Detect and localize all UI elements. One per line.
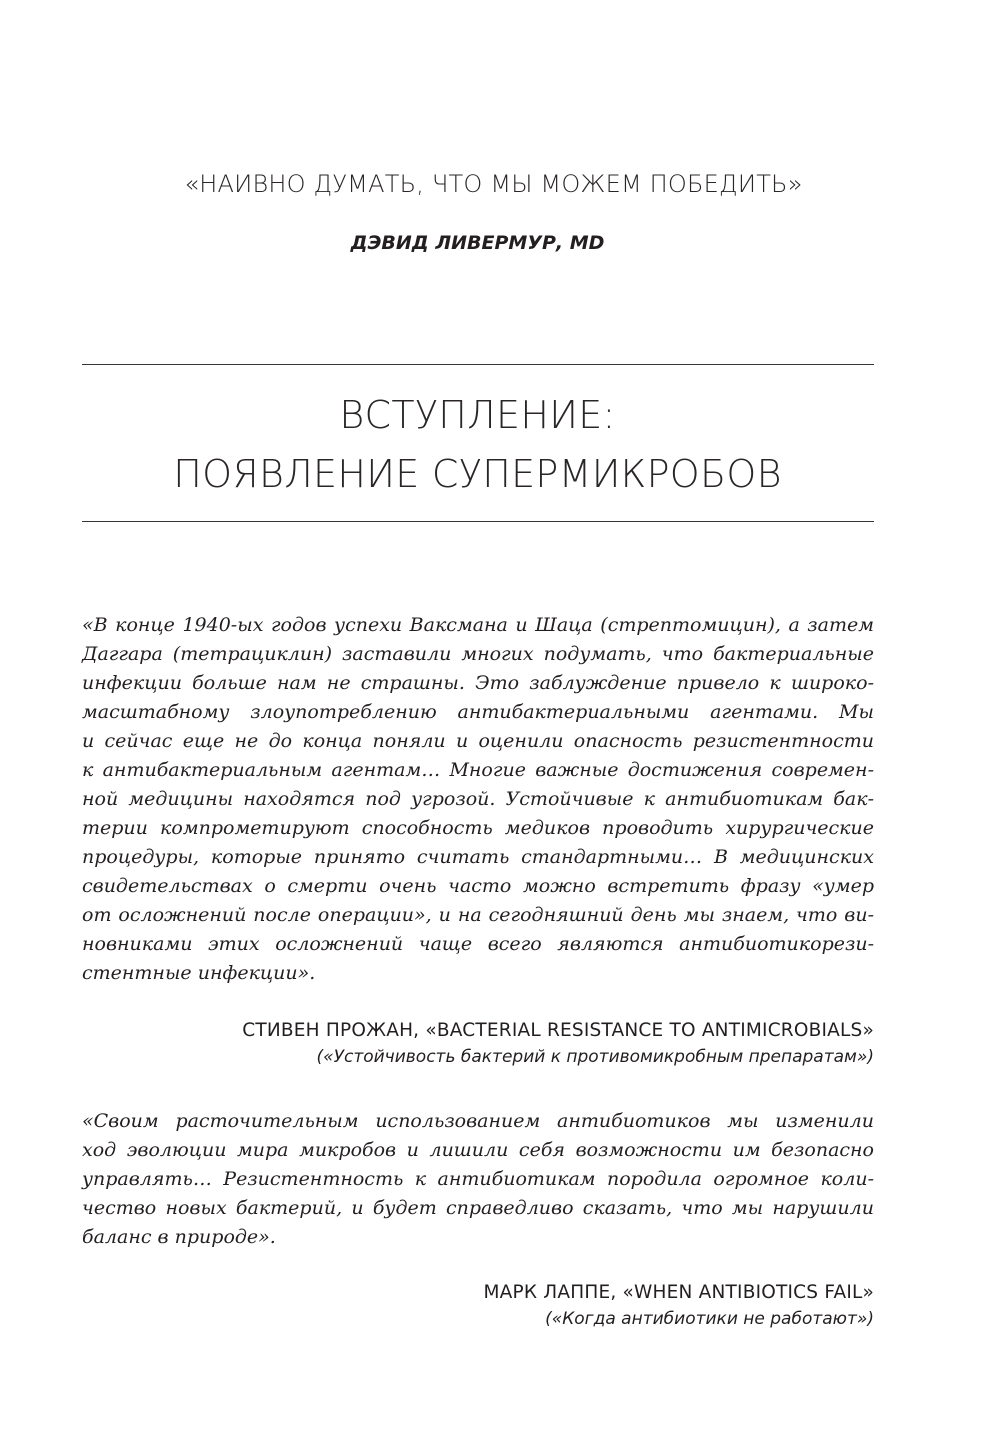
- quote-line: стентные инфекции».: [82, 962, 316, 984]
- quote-line: чество новых бактерий, и будет справедливо сказать, что мы нарушили: [82, 1197, 874, 1219]
- quote-line: «Своим расточительным использованием антибиотиков мы изменили: [82, 1110, 874, 1132]
- quote-line: инфекции больше нам не страшны. Это заблуждение привело к широко-: [82, 672, 874, 694]
- quote-line: баланс в природе».: [82, 1226, 276, 1248]
- quote-line: новниками этих осложнений чаще всего являются антибиотикорези-: [82, 933, 874, 955]
- quote-line: управлять… Резистентность к антибиотикам породила огромное коли-: [82, 1168, 874, 1190]
- epigraph-author: ДЭВИД ЛИВЕРМУР, MD: [350, 232, 605, 254]
- quote-line: процедуры, которые принято считать стандартными… В медицинских: [82, 846, 874, 868]
- attribution-name: МАРК ЛАППЕ, «WHEN ANTIBIOTICS FAIL»: [483, 1282, 874, 1303]
- quote-line: ной медицины находятся под угрозой. Устойчивые к антибиотикам бак-: [82, 788, 874, 810]
- quote-line: к антибактериальным агентам… Многие важные достижения современ-: [82, 759, 874, 781]
- quote-attribution-prozhan: [242, 1018, 874, 1070]
- quote-line: масштабному злоупотреблению антибактериальными агентами. Мы: [82, 701, 874, 723]
- attribution-translation: («Когда антибиотики не работают»): [545, 1309, 874, 1329]
- attribution-translation: («Устойчивость бактерий к противомикробным препаратам»): [316, 1047, 874, 1067]
- quote-line: терии компрометируют способность медиков проводить хирургические: [82, 817, 874, 839]
- quote-line: и сейчас еще не до конца поняли и оценили опасность резистентности: [82, 730, 874, 752]
- quote-block-lappe: [82, 1107, 874, 1252]
- quote-line: свидетельствах о смерти очень часто можно встретить фразу «умер: [82, 875, 874, 897]
- quote-block-prozhan: [82, 611, 874, 988]
- chapter-rule-bottom: [82, 521, 874, 522]
- chapter-rule-top: [82, 364, 874, 365]
- chapter-title-line-2: ПОЯВЛЕНИЕ СУПЕРМИКРОБОВ: [173, 452, 782, 496]
- quote-line: «В конце 1940-ых годов успехи Ваксмана и Шаца (стрептомицин), а затем: [82, 614, 874, 636]
- quote-attribution-lappe: [484, 1280, 875, 1332]
- quote-line: Даггара (тетрациклин) заставили многих подумать, что бактериальные: [82, 643, 874, 665]
- quote-line: ход эволюции мира микробов и лишили себя возможности им безопасно: [82, 1139, 874, 1161]
- attribution-name: СТИВЕН ПРОЖАН, «BACTERIAL RESISTANCE TO ANTIMICROBIALS»: [242, 1020, 874, 1041]
- epigraph-quote: «НАИВНО ДУМАТЬ, ЧТО МЫ МОЖЕМ ПОБЕДИТЬ»: [184, 170, 803, 198]
- chapter-title-line-1: ВСТУПЛЕНИЕ:: [339, 393, 616, 437]
- quote-line: от осложнений после операции», и на сегодняшний день мы знаем, что ви-: [82, 904, 874, 926]
